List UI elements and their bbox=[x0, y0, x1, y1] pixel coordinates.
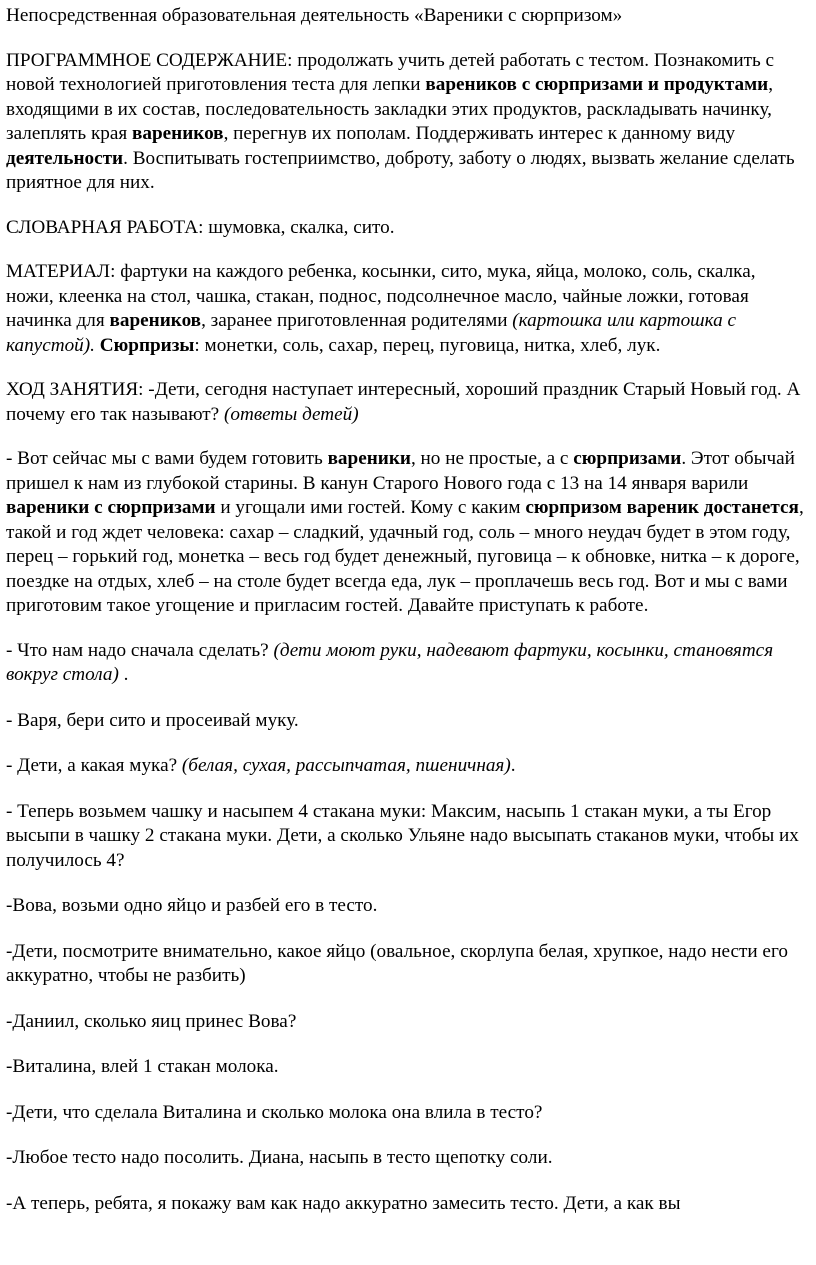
question-first-step-paragraph: - Что нам надо сначала сделать? (дети моют руки, надевают фартуки, косынки, становятся вокруг стола) . bbox=[6, 639, 774, 685]
milk-question-paragraph: -Дети, что сделала Виталина и сколько молока она влила в тесто? bbox=[6, 1101, 543, 1123]
question-flour-paragraph: - Дети, а какая мука? (белая, сухая, рассыпчатая, пшеничная). bbox=[6, 755, 516, 776]
program-content-label: ПРОГРАММНОЕ СОДЕРЖАНИЕ bbox=[6, 49, 288, 71]
document-page bbox=[6, 0, 806, 1216]
vocabulary-paragraph: СЛОВАРНАЯ РАБОТА: шумовка, скалка, сито. bbox=[6, 216, 395, 238]
vova-egg-paragraph: -Вова, возьми одно яйцо и разбей его в тесто. bbox=[6, 895, 378, 916]
material-label: МАТЕРИАЛ bbox=[6, 261, 111, 282]
flour-cups-paragraph: - Теперь возьмем чашку и насыпем 4 стакана муки: Максим, насыпь 1 стакан муки, а ты Егор высыпи в чашку 2 стакана муки. Дети, а сколько Ульяне надо высыпать стаканов муки, чтобы их получилось 4? bbox=[6, 800, 799, 871]
vocabulary-label: СЛОВАРНАЯ РАБОТА bbox=[6, 216, 199, 238]
knead-paragraph: -А теперь, ребята, я покажу вам как надо аккуратно замесить тесто. Дети, а как вы bbox=[6, 1192, 681, 1214]
document-title: Непосредственная образовательная деятельность «Вареники с сюрпризом» bbox=[6, 5, 623, 26]
daniil-question-paragraph: -Даниил, сколько яиц принес Вова? bbox=[6, 1010, 297, 1032]
program-content-paragraph: ПРОГРАММНОЕ СОДЕРЖАНИЕ: продолжать учить детей работать с тестом. Познакомить с новой технологией приготовления теста для лепки вареников с сюрпризами и продуктами, входящими в их состав, последовательность закладки этих продуктов, раскладывать начинку, залеплять края вареников, перегнув их пополам. Поддерживать интерес к данному виду деятельности. Воспитывать гостеприимство, доброту, заботу о людях, вызвать желание сделать приятное для них. bbox=[6, 49, 795, 193]
vitalina-milk-paragraph: -Виталина, влей 1 стакан молока. bbox=[6, 1056, 279, 1077]
salt-paragraph: -Любое тесто надо посолить. Диана, насыпь в тесто щепотку соли. bbox=[6, 1147, 553, 1168]
varya-sieve-paragraph: - Варя, бери сито и просеивай муку. bbox=[6, 709, 299, 731]
egg-observation-paragraph: -Дети, посмотрите внимательно, какое яйцо (овальное, скорлупа белая, хрупкое, надо нести его аккуратно, чтобы не разбить) bbox=[6, 940, 788, 986]
material-paragraph: МАТЕРИАЛ: фартуки на каждого ребенка, косынки, сито, мука, яйца, молоко, соль, скалка, ножи, клеенка на стол, чашка, стакан, поднос, подсолнечное масло, чайные ложки, готовая начинка для вареников, заранее приготовленная родителями (картошка или картошка с капустой). Сюрпризы: монетки, соль, сахар, перец, пуговица, нитка, хлеб, лук. bbox=[6, 261, 756, 356]
course-paragraph: ХОД ЗАНЯТИЯ: -Дети, сегодня наступает интересный, хороший праздник Старый Новый год. А почему его так называют? (ответы детей) bbox=[6, 379, 801, 425]
story-paragraph: - Вот сейчас мы с вами будем готовить вареники, но не простые, а с сюрпризами. Этот обычай пришел к нам из глубокой старины. В канун Старого Нового года с 13 на 14 января варили вареники с сюрпризами и угощали ими гостей. Кому с каким сюрпризом вареник достанется, такой и год ждет человека: сахар – сладкий, удачный год, соль – много неудач будет в этом году, перец – горький год, монетка – весь год будет денежный, пуговица – к обновке, нитка – к дороге, поездке на отдых, хлеб – на столе будет всегда еда, лук – проплачешь весь год. Вот и мы с вами приготовим такое угощение и пригласим гостей. Давайте приступать к работе. bbox=[6, 448, 804, 616]
course-label: ХОД ЗАНЯТИЯ bbox=[6, 379, 139, 400]
